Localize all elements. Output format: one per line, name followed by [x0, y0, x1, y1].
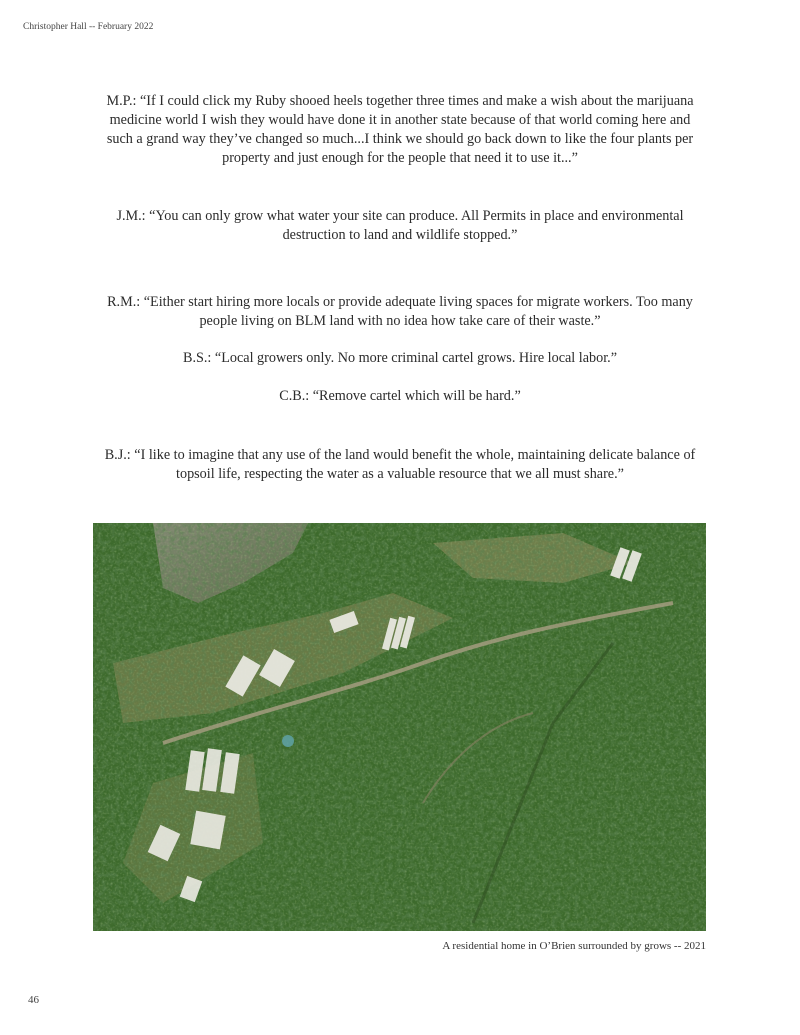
figure-caption: A residential home in O’Brien surrounded by grows -- 2021 — [442, 940, 706, 952]
page-number: 46 — [28, 994, 39, 1006]
quote-mp: M.P.: “If I could click my Ruby shooed heels together three times and make a wish about the marijuana medicine world I wish they would have done it in another state because of that world coming here and such a grand way they’ve changed so much...I think we should go back down to like the four plants per property and just enough for the people that need it to use it...” — [106, 93, 694, 166]
quote-bs: B.S.: “Local growers only. No more criminal cartel grows. Hire local labor.” — [182, 350, 618, 366]
running-head: Christopher Hall -- February 2022 — [23, 22, 154, 32]
aerial-photo — [93, 523, 706, 931]
quote-jm: J.M.: “You can only grow what water your site can produce. All Permits in place and environmental destruction to land and wildlife stopped.” — [116, 208, 684, 243]
canopy-highlights — [93, 523, 706, 931]
quote-bj: B.J.: “I like to imagine that any use of the land would benefit the whole, maintaining delicate balance of topsoil life, respecting the water as a valuable resource that we all must share.” — [104, 447, 696, 482]
quote-cb: C.B.: “Remove cartel which will be hard.” — [279, 388, 521, 404]
residence-pool — [282, 735, 294, 747]
quote-rm: R.M.: “Either start hiring more locals or provide adequate living spaces for migrate workers. Too many people living on BLM land with no idea how take care of their waste.” — [107, 294, 693, 329]
